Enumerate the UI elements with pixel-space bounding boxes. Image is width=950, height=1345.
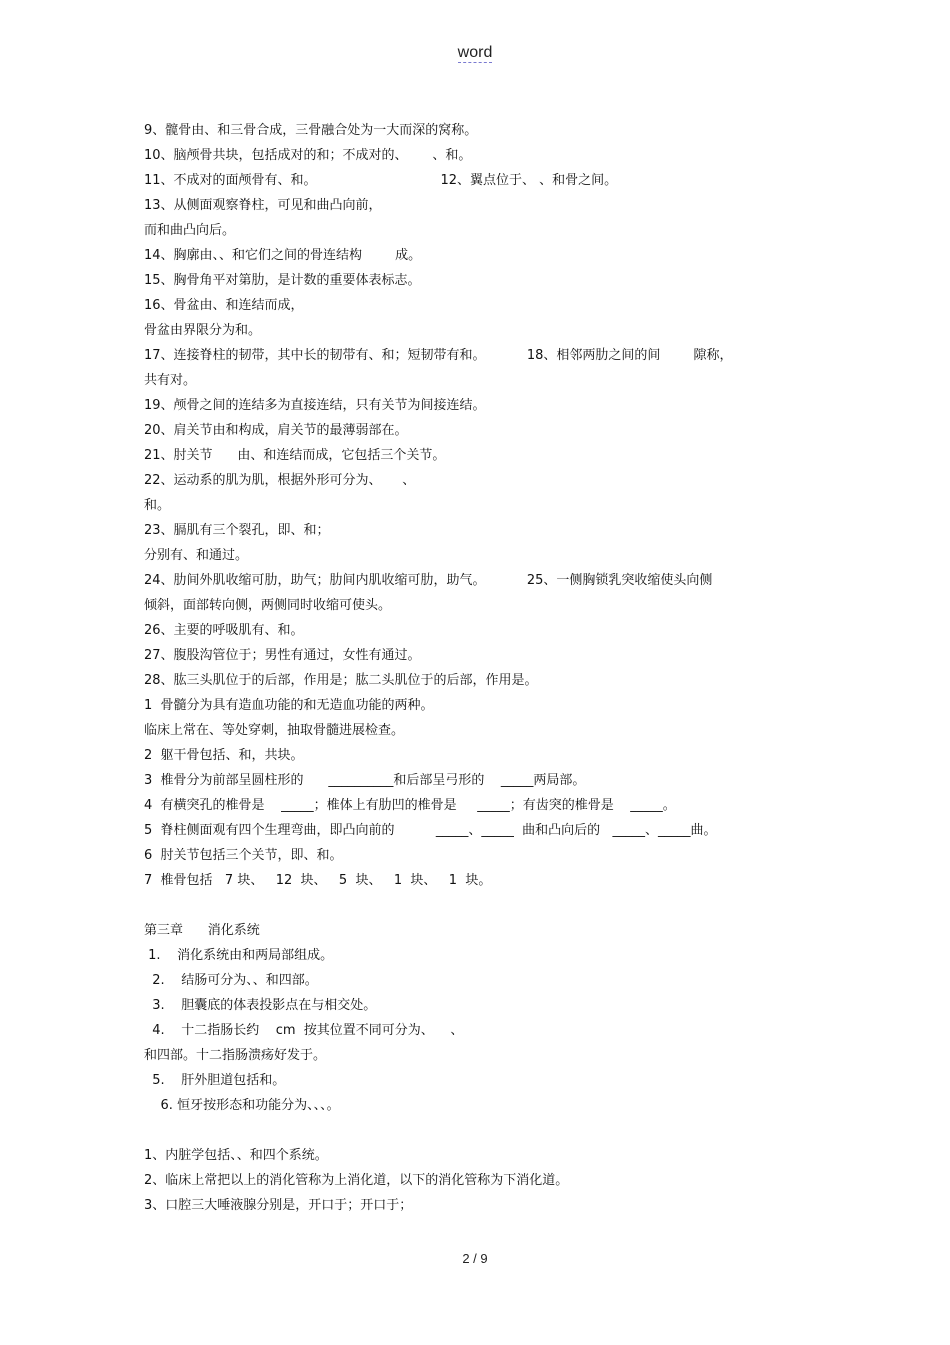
text-line: 和。 [144, 498, 171, 513]
text-line: 1 骨髓分为具有造血功能的和无造血功能的两种。 [144, 698, 434, 713]
text-line: 15、胸骨角平对第肋，是计数的重要体表标志。 [144, 273, 421, 288]
text-line: 23、膈肌有三个裂孔，即、和； [144, 523, 330, 538]
text-line: 14、胸廓由、、和它们之间的骨连结构 成。 [144, 248, 422, 263]
text-line: 9、髋骨由、和三骨合成，三骨融合处为一大而深的窝称。 [144, 123, 478, 138]
text-line: 2、临床上常把以上的消化管称为上消化道，以下的消化管称为下消化道。 [144, 1173, 569, 1188]
text-line: 倾斜，面部转向侧，两侧同时收缩可使头。 [144, 598, 392, 613]
text-line: 19、颅骨之间的连结多为直接连结，只有关节为间接连结。 [144, 398, 486, 413]
page-number: 2 / 9 [462, 1251, 488, 1266]
text-line: 和四部。十二指肠溃疡好发于。 [144, 1048, 327, 1063]
blank-line [144, 1118, 824, 1143]
blank-line [144, 893, 824, 918]
text-line: 临床上常在、等处穿刺，抽取骨髓进展检查。 [144, 723, 405, 738]
text-line: 1. 消化系统由和两局部组成。 [144, 948, 334, 963]
text-line: 13、从侧面观察脊柱，可见和曲凸向前， [144, 198, 382, 213]
text-line: 3 椎骨分为前部呈圆柱形的 __________和后部呈弓形的 _____两局部。 [144, 773, 586, 788]
text-line: 2 躯干骨包括、和，共块。 [144, 748, 304, 763]
text-line: 11、不成对的面颅骨有、和。 12、翼点位于、 、和骨之间。 [144, 173, 618, 188]
text-line: 分别有、和通过。 [144, 548, 249, 563]
header-title: word [457, 44, 493, 61]
text-line: 5 脊柱侧面观有四个生理弯曲，即凸向前的 _____、_____ 曲和凸向后的 _____、_____曲。 [144, 823, 717, 838]
text-line: 22、运动系的肌为肌，根据外形可分为、 、 [144, 473, 416, 488]
text-line: 1、内脏学包括、、和四个系统。 [144, 1148, 328, 1163]
text-line: 2. 结肠可分为、、和四部。 [144, 973, 318, 988]
text-line: 骨盆由界限分为和。 [144, 323, 262, 338]
text-line: 26、主要的呼吸肌有、和。 [144, 623, 304, 638]
text-line: 7 椎骨包括 7 块、 12 块、 5 块、 1 块、 1 块。 [144, 873, 492, 888]
text-line: 5. 肝外胆道包括和。 [144, 1073, 286, 1088]
text-line: 4. 十二指肠长约 cm 按其位置不同可分为、 、 [144, 1023, 464, 1038]
text-line: 而和曲凸向后。 [144, 223, 236, 238]
text-line: 28、肱三头肌位于的后部，作用是；肱二头肌位于的后部，作用是。 [144, 673, 538, 688]
text-line: 6 肘关节包括三个关节，即、和。 [144, 848, 343, 863]
page-header [0, 44, 950, 62]
text-line: 共有对。 [144, 373, 197, 388]
text-line: 10、脑颅骨共块，包括成对的和；不成对的、 、和。 [144, 148, 472, 163]
text-line: 27、腹股沟管位于；男性有通过，女性有通过。 [144, 648, 421, 663]
text-line: 6. 恒牙按形态和功能分为、、、。 [144, 1098, 340, 1113]
text-line: 20、肩关节由和构成，肩关节的最薄弱部在。 [144, 423, 408, 438]
text-line: 24、肋间外肌收缩可肋，助气；肋间内肌收缩可肋，助气。 25、一侧胸锁乳突收缩使头向侧 [144, 573, 713, 588]
text-line: 3、口腔三大唾液腺分别是，开口于；开口于； [144, 1198, 413, 1213]
text-line: 16、骨盆由、和连结而成， [144, 298, 304, 313]
text-line: 第三章 消化系统 [144, 923, 260, 938]
document-body [144, 118, 824, 1218]
text-line: 21、肘关节 由、和连结而成，它包括三个关节。 [144, 448, 446, 463]
text-line: 4 有横突孔的椎骨是 _____；椎体上有肋凹的椎骨是 _____；有齿突的椎骨是 _____。 [144, 798, 676, 813]
text-line: 3. 胆囊底的体表投影点在与相交处。 [144, 998, 377, 1013]
text-line: 17、连接脊柱的韧带，其中长的韧带有、和；短韧带有和。 18、相邻两肋之间的间 隙称， [144, 348, 733, 363]
